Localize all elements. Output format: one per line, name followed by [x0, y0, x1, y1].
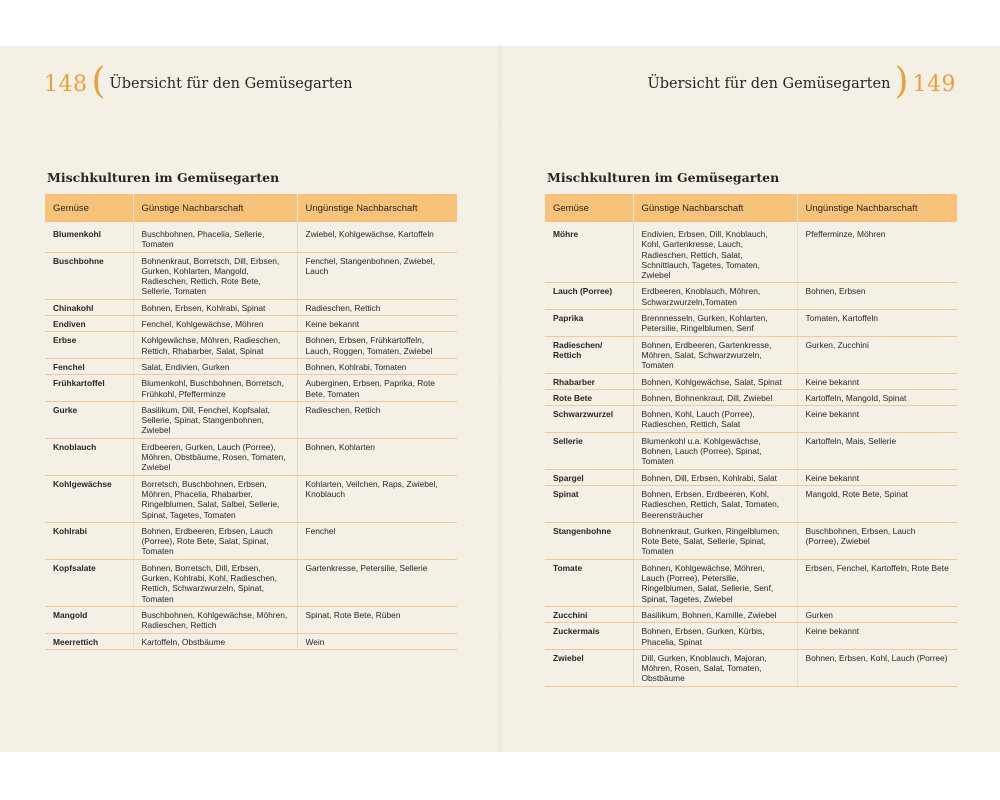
- table-header-row: [45, 194, 457, 222]
- vegetable-cell: Paprika: [545, 310, 633, 337]
- good-neighbors-cell: Borretsch, Buschbohnen, Erbsen, Möhren, Phacelia, Rhabarber, Ringelblumen, Salat, Salbei, Sellerie, Spinat, Tagetes, Tomaten: [133, 475, 297, 522]
- good-neighbors-cell: Bohnenkraut, Borretsch, Dill, Erbsen, Gurken, Kohlarten, Mangold, Radieschen, Rettich, Rote Bete, Sellerie, Tomaten: [133, 252, 297, 299]
- bad-neighbors-cell: Radieschen, Rettich: [297, 401, 457, 438]
- column-header-bad-neighbors: Ungünstige Nachbarschaft: [297, 194, 457, 222]
- right-companion-table: [545, 194, 957, 687]
- bad-neighbors-cell: Tomaten, Kartoffeln: [797, 310, 957, 337]
- bad-neighbors-cell: Kartoffeln, Mangold, Spinat: [797, 389, 957, 405]
- vegetable-cell: Lauch (Porree): [545, 283, 633, 310]
- bad-neighbors-cell: Fenchel: [297, 522, 457, 559]
- good-neighbors-cell: Kohlgewächse, Möhren, Radieschen, Rettich, Rhabarber, Salat, Spinat: [133, 332, 297, 359]
- good-neighbors-cell: Erdbeeren, Gurken, Lauch (Porree), Möhren, Obstbäume, Rosen, Tomaten, Zwiebel: [133, 438, 297, 475]
- left-page-number: 148: [44, 71, 88, 97]
- table-row: [45, 606, 457, 633]
- right-header-title: Übersicht für den Gemüsegarten: [647, 76, 891, 92]
- good-neighbors-cell: Bohnen, Kohlgewächse, Möhren, Lauch (Porree), Petersilie, Ringelblumen, Salat, Sellerie, Senf, Spinat, Tagetes, Zwiebel: [633, 559, 797, 606]
- bad-neighbors-cell: Pfefferminze, Möhren: [797, 222, 957, 283]
- table-row: [45, 522, 457, 559]
- good-neighbors-cell: Bohnen, Erdbeeren, Erbsen, Lauch (Porree), Rote Bete, Salat, Spinat, Tomaten: [133, 522, 297, 559]
- vegetable-cell: Kohlrabi: [45, 522, 133, 559]
- bad-neighbors-cell: Buschbohnen, Erbsen, Lauch (Porree), Zwiebel: [797, 522, 957, 559]
- table-row: [545, 649, 957, 686]
- column-header-vegetable: Gemüse: [45, 194, 133, 222]
- table-row: [45, 633, 457, 649]
- vegetable-cell: Schwarzwurzel: [545, 406, 633, 433]
- bad-neighbors-cell: Keine bekannt: [797, 406, 957, 433]
- good-neighbors-cell: Kartoffeln, Obstbäume: [133, 633, 297, 649]
- right-page-number: 149: [912, 71, 956, 97]
- vegetable-cell: Knoblauch: [45, 438, 133, 475]
- table-row: [45, 252, 457, 299]
- bad-neighbors-cell: Fenchel, Stangenbohnen, Zwiebel, Lauch: [297, 252, 457, 299]
- good-neighbors-cell: Endivien, Erbsen, Dill, Knoblauch, Kohl, Gartenkresse, Lauch, Radieschen, Rettich, Salat, Schnittlauch, Tagetes, Tomaten, Zwiebel: [633, 222, 797, 283]
- table-row: [545, 389, 957, 405]
- right-page-header: [647, 61, 956, 102]
- bad-neighbors-cell: Bohnen, Kohlarten: [297, 438, 457, 475]
- vegetable-cell: Sellerie: [545, 432, 633, 469]
- table-row: [545, 606, 957, 622]
- vegetable-cell: Rhabarber: [545, 373, 633, 389]
- right-header-brace: ): [894, 61, 909, 102]
- bad-neighbors-cell: Keine bekannt: [797, 469, 957, 485]
- table-row: [545, 559, 957, 606]
- bad-neighbors-cell: Bohnen, Erbsen, Frühkartoffeln, Lauch, Roggen, Tomaten, Zwiebel: [297, 332, 457, 359]
- left-companion-table: [45, 194, 457, 650]
- vegetable-cell: Mangold: [45, 606, 133, 633]
- table-row: [545, 432, 957, 469]
- vegetable-cell: Spinat: [545, 485, 633, 522]
- vegetable-cell: Zuckermais: [545, 623, 633, 650]
- bad-neighbors-cell: Erbsen, Fenchel, Kartoffeln, Rote Bete: [797, 559, 957, 606]
- column-header-bad-neighbors: Ungünstige Nachbarschaft: [797, 194, 957, 222]
- table-row: [545, 336, 957, 373]
- table-row: [45, 375, 457, 402]
- vegetable-cell: Fenchel: [45, 358, 133, 374]
- table-row: [545, 623, 957, 650]
- vegetable-cell: Spargel: [545, 469, 633, 485]
- bad-neighbors-cell: Keine bekannt: [797, 373, 957, 389]
- vegetable-cell: Stangenbohne: [545, 522, 633, 559]
- good-neighbors-cell: Bohnen, Erbsen, Kohlrabi, Spinat: [133, 299, 297, 315]
- table-row: [45, 222, 457, 252]
- bad-neighbors-cell: Kartoffeln, Mais, Sellerie: [797, 432, 957, 469]
- left-page-content: [45, 170, 457, 650]
- good-neighbors-cell: Salat, Endivien, Gurken: [133, 358, 297, 374]
- bad-neighbors-cell: Kohlarten, Veilchen, Raps, Zwiebel, Knoblauch: [297, 475, 457, 522]
- bad-neighbors-cell: Radieschen, Rettich: [297, 299, 457, 315]
- table-row: [45, 299, 457, 315]
- table-row: [545, 373, 957, 389]
- bad-neighbors-cell: Mangold, Rote Bete, Spinat: [797, 485, 957, 522]
- book-gutter: [497, 46, 503, 752]
- left-section-title: Mischkulturen im Gemüsegarten: [47, 170, 280, 185]
- good-neighbors-cell: Basilikum, Bohnen, Kamille, Zwiebel: [633, 606, 797, 622]
- vegetable-cell: Kohlgewächse: [45, 475, 133, 522]
- good-neighbors-cell: Blumenkohl, Buschbohnen, Borretsch, Frühkohl, Pfefferminze: [133, 375, 297, 402]
- bad-neighbors-cell: Keine bekannt: [797, 623, 957, 650]
- vegetable-cell: Buschbohne: [45, 252, 133, 299]
- vegetable-cell: Blumenkohl: [45, 222, 133, 252]
- good-neighbors-cell: Basilikum, Dill, Fenchel, Kopfsalat, Sellerie, Spinat, Stangenbohnen, Zwiebel: [133, 401, 297, 438]
- table-row: [45, 332, 457, 359]
- table-row: [45, 475, 457, 522]
- table-row: [545, 469, 957, 485]
- vegetable-cell: Zwiebel: [545, 649, 633, 686]
- good-neighbors-cell: Buschbohnen, Kohlgewächse, Möhren, Radieschen, Rettich: [133, 606, 297, 633]
- vegetable-cell: Radieschen/ Rettich: [545, 336, 633, 373]
- vegetable-cell: Zucchini: [545, 606, 633, 622]
- table-row: [45, 358, 457, 374]
- table-row: [45, 316, 457, 332]
- vegetable-cell: Möhre: [545, 222, 633, 283]
- column-header-good-neighbors: Günstige Nachbarschaft: [133, 194, 297, 222]
- left-table-body: [45, 222, 457, 649]
- vegetable-cell: Meerrettich: [45, 633, 133, 649]
- table-row: [45, 438, 457, 475]
- good-neighbors-cell: Bohnen, Dill, Erbsen, Kohlrabi, Salat: [633, 469, 797, 485]
- column-header-good-neighbors: Günstige Nachbarschaft: [633, 194, 797, 222]
- bad-neighbors-cell: Keine bekannt: [297, 316, 457, 332]
- left-header-title: Übersicht für den Gemüsegarten: [109, 76, 353, 92]
- good-neighbors-cell: Brennnesseln, Gurken, Kohlarten, Petersilie, Ringelblumen, Senf: [633, 310, 797, 337]
- good-neighbors-cell: Bohnen, Erbsen, Erdbeeren, Kohl, Radieschen, Rettich, Salat, Tomaten, Beerensträucher: [633, 485, 797, 522]
- good-neighbors-cell: Bohnenkraut, Gurken, Ringelblumen, Rote Bete, Salat, Sellerie, Spinat, Tomaten: [633, 522, 797, 559]
- bad-neighbors-cell: Bohnen, Erbsen: [797, 283, 957, 310]
- good-neighbors-cell: Blumenkohl u.a. Kohlgewächse, Bohnen, Lauch (Porree), Spinat, Tomaten: [633, 432, 797, 469]
- good-neighbors-cell: Bohnen, Kohlgewächse, Salat, Spinat: [633, 373, 797, 389]
- vegetable-cell: Gurke: [45, 401, 133, 438]
- table-row: [545, 222, 957, 283]
- column-header-vegetable: Gemüse: [545, 194, 633, 222]
- table-row: [45, 401, 457, 438]
- good-neighbors-cell: Bohnen, Borretsch, Dill, Erbsen, Gurken, Kohlrabi, Kohl, Radieschen, Rettich, Schwarzwurzeln, Spinat, Tomaten: [133, 559, 297, 606]
- left-page-header: [44, 61, 353, 102]
- right-page-content: [545, 170, 957, 687]
- bad-neighbors-cell: Gartenkresse, Petersilie, Sellerie: [297, 559, 457, 606]
- good-neighbors-cell: Dill, Gurken, Knoblauch, Majoran, Möhren, Rosen, Salat, Tomaten, Obstbäume: [633, 649, 797, 686]
- bad-neighbors-cell: Auberginen, Erbsen, Paprika, Rote Bete, Tomaten: [297, 375, 457, 402]
- bad-neighbors-cell: Bohnen, Erbsen, Kohl, Lauch (Porree): [797, 649, 957, 686]
- good-neighbors-cell: Erdbeeren, Knoblauch, Möhren, Schwarzwurzeln,Tomaten: [633, 283, 797, 310]
- vegetable-cell: Rote Bete: [545, 389, 633, 405]
- table-row: [545, 522, 957, 559]
- vegetable-cell: Erbse: [45, 332, 133, 359]
- bad-neighbors-cell: Zwiebel, Kohlgewächse, Kartoffeln: [297, 222, 457, 252]
- table-row: [45, 559, 457, 606]
- good-neighbors-cell: Bohnen, Erdbeeren, Gartenkresse, Möhren, Salat, Schwarzwurzeln, Tomaten: [633, 336, 797, 373]
- table-row: [545, 406, 957, 433]
- vegetable-cell: Endiven: [45, 316, 133, 332]
- good-neighbors-cell: Bohnen, Erbsen, Gurken, Kürbis, Phacelia, Spinat: [633, 623, 797, 650]
- vegetable-cell: Tomate: [545, 559, 633, 606]
- left-header-brace: (: [91, 61, 106, 102]
- right-section-title: Mischkulturen im Gemüsegarten: [547, 170, 780, 185]
- vegetable-cell: Chinakohl: [45, 299, 133, 315]
- vegetable-cell: Kopfsalate: [45, 559, 133, 606]
- bad-neighbors-cell: Wein: [297, 633, 457, 649]
- right-table-body: [545, 222, 957, 686]
- good-neighbors-cell: Bohnen, Kohl, Lauch (Porree), Radieschen, Rettich, Salat: [633, 406, 797, 433]
- bad-neighbors-cell: Bohnen, Kohlrabi, Tomaten: [297, 358, 457, 374]
- good-neighbors-cell: Fenchel, Kohlgewächse, Möhren: [133, 316, 297, 332]
- table-row: [545, 310, 957, 337]
- table-row: [545, 283, 957, 310]
- bad-neighbors-cell: Gurken, Zucchini: [797, 336, 957, 373]
- table-row: [545, 485, 957, 522]
- vegetable-cell: Frühkartoffel: [45, 375, 133, 402]
- table-header-row: [545, 194, 957, 222]
- good-neighbors-cell: Buschbohnen, Phacelia, Sellerie, Tomaten: [133, 222, 297, 252]
- bad-neighbors-cell: Spinat, Rote Bete, Rüben: [297, 606, 457, 633]
- bad-neighbors-cell: Gurken: [797, 606, 957, 622]
- good-neighbors-cell: Bohnen, Bohnenkraut, Dill, Zwiebel: [633, 389, 797, 405]
